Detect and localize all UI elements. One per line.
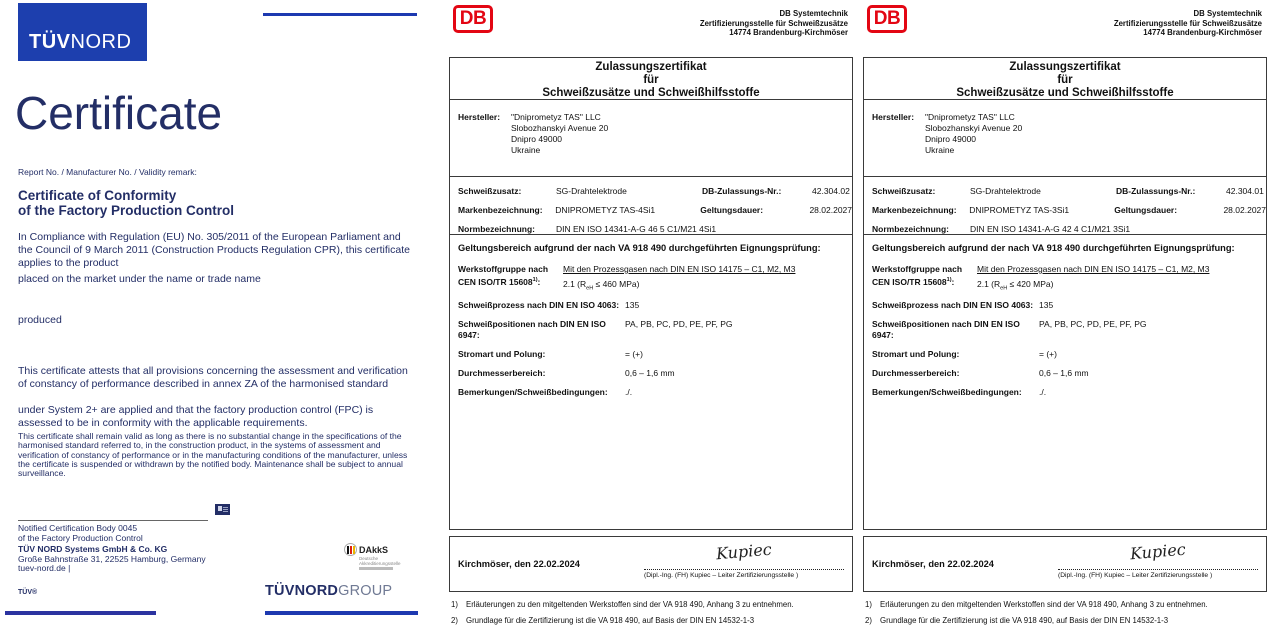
- system-paragraph: under System 2+ are applied and that the factory production control (FPC) is assessed to be in conformity with the applicable requirements.: [18, 404, 374, 429]
- tuv-nord-logo: [18, 3, 147, 61]
- db-org-city: 14774 Brandenburg-Kirchmöser: [729, 28, 848, 37]
- current-polarity-label: Stromart und Polung:: [458, 348, 546, 359]
- diameter-range-row: [872, 368, 1258, 379]
- validity-smallprint: This certificate shall remain valid as long as there is no substantial change in the specifications of the harmonised standard referred to, in the construction product, in the systems of assessment and verification of constancy of performance or in the manufacturing conditions of the manufacturer, unless the certificate is suspended or withdrawn by the notified body. Maintenance shall be subject to annual surveillance.: [18, 431, 408, 479]
- manufacturer-street: Slobozhanskyi Avenue 20: [511, 123, 609, 133]
- cert-title-line2: für: [643, 74, 659, 86]
- remarks-label: Bemerkungen/Schweißbedingungen:: [458, 386, 608, 397]
- brand-name-value: DNIPROMETYZ TAS-3Si1: [969, 204, 1070, 215]
- manufacturer-box: [864, 100, 1266, 177]
- dakks-subtitle: Deutsche Akkreditierungsstelle: [359, 556, 401, 566]
- report-number-line: Report No. / Manufacturer No. / Validity remark:: [18, 167, 197, 177]
- product-data-box: [864, 177, 1266, 235]
- tuv-trademark: TÜV®: [18, 589, 38, 596]
- cert-title-line2: für: [1057, 74, 1073, 86]
- subtitle-line2: of the Factory Production Control: [18, 203, 234, 218]
- db-logo-letters: DB: [873, 8, 901, 29]
- filler-metal-label: Schweißzusatz:: [458, 185, 522, 196]
- manufacturer-city: Dnipro 49000: [511, 134, 563, 144]
- signature-dotted-line: [644, 562, 844, 570]
- manufacturer-name: "Dniprometyz TAS" LLC: [925, 112, 1015, 122]
- footnotes: [451, 600, 794, 625]
- issuer-website: tuev-nord.de |: [18, 563, 71, 573]
- remarks-label: Bemerkungen/Schweißbedingungen:: [872, 386, 1022, 397]
- footnote-2: 2) Grundlage für die Zertifizierung ist die VA 918 490, auf Basis der DIN EN 14532-1-3: [451, 616, 755, 625]
- certificate-body: [449, 57, 853, 530]
- db-certificate-left: [449, 0, 853, 630]
- db-org-department: Zertifizierungsstelle für Schweißzusätze: [1113, 18, 1262, 28]
- certificate-title-box: [450, 58, 852, 100]
- placed-on-market-line: placed on the market under the name or trade name: [18, 273, 261, 285]
- welding-positions-label: Schweißpositionen nach DIN EN ISO 6947:: [458, 318, 606, 340]
- subtitle-line1: Certificate of Conformity: [18, 188, 177, 203]
- manufacturer-country: Ukraine: [511, 145, 541, 155]
- issuer-company: TÜV NORD Systems GmbH & Co. KG: [18, 544, 168, 554]
- brand-name-label: Markenbezeichnung:: [458, 204, 543, 215]
- approval-number-label: DB-Zulassungs-Nr.:: [1116, 185, 1196, 196]
- current-polarity-row: [872, 349, 1258, 360]
- certificate-subtitle: [18, 188, 234, 218]
- welding-positions-value: PA, PB, PC, PD, PE, PF, PG: [1039, 318, 1147, 329]
- current-polarity-value: = (+): [625, 348, 643, 359]
- manufacturer-street: Slobozhanskyi Avenue 20: [925, 123, 1023, 133]
- scope-box: [450, 235, 852, 529]
- footnotes: [865, 600, 1208, 625]
- filler-metal-label: Schweißzusatz:: [872, 185, 936, 196]
- certificate-title-box: [864, 58, 1266, 100]
- db-org-name: DB Systemtechnik: [779, 9, 848, 18]
- standard-designation-value: DIN EN ISO 14341-A-G 46 5 C1/M21 4Si1: [556, 223, 717, 234]
- footnote-ref-1: 1): [532, 277, 538, 283]
- db-certificate-right: [863, 0, 1267, 630]
- welding-positions-value: PA, PB, PC, PD, PE, PF, PG: [625, 318, 733, 329]
- yield-strength-line: 2.1 ($R_{eH} \le 460$ MPa): [563, 279, 640, 292]
- certificate-heading: Certificate: [15, 87, 223, 139]
- welding-positions-row: [458, 319, 844, 341]
- tuv-nord-logo-text: TÜVNORD: [29, 31, 132, 53]
- footnote-2: 2) Grundlage für die Zertifizierung ist die VA 918 490, auf Basis der DIN EN 14532-1-3: [865, 616, 1169, 625]
- db-logo: [453, 5, 493, 33]
- process-gas-line: Mit den Prozessgasen nach DIN EN ISO 14175 – C1, M2, M3: [977, 264, 1210, 274]
- product-data-box: [450, 177, 852, 235]
- diameter-range-value: 0,6 – 1,6 mm: [1039, 367, 1089, 378]
- attests-paragraph: This certificate attests that all provisions concerning the assessment and verification of constancy of performance described in annex ZA of the harmonised standard: [18, 365, 408, 390]
- validity-value: 28.02.2027: [809, 204, 852, 215]
- db-issuer-block: [700, 9, 848, 38]
- signature-line: [18, 520, 208, 521]
- cert-title-line1: Zulassungszertifikat: [1009, 61, 1121, 73]
- welding-process-value: 135: [1039, 299, 1054, 310]
- manufacturer-city: Dnipro 49000: [925, 134, 977, 144]
- cert-title-line3: Schweißzusätze und Schweißhilfsstoffe: [542, 87, 760, 99]
- place-and-date: Kirchmöser, den 22.02.2024: [458, 559, 580, 569]
- filler-metal-value: SG-Drahtelektrode: [970, 185, 1041, 196]
- current-polarity-value: = (+): [1039, 348, 1057, 359]
- diameter-range-row: [458, 368, 844, 379]
- material-group-label: Werkstoffgruppe nach CEN ISO/TR 15608$^{1)}$:: [872, 264, 963, 287]
- yield-strength-line: 2.1 ($R_{eH} \le 420$ MPa): [977, 279, 1054, 292]
- standard-designation-label: Normbezeichnung:: [872, 223, 949, 234]
- signature-box: [863, 536, 1267, 592]
- top-blue-rule: [263, 13, 417, 16]
- cert-title-line3: Schweißzusätze und Schweißhilfsstoffe: [956, 87, 1174, 99]
- material-group-row: [458, 264, 844, 292]
- signature-block: [1058, 539, 1258, 579]
- validity-label: Geltungsdauer:: [1114, 204, 1178, 215]
- place-and-date: Kirchmöser, den 22.02.2024: [872, 559, 994, 569]
- compliance-paragraph: In Compliance with Regulation (EU) No. 305/2011 of the European Parliament and the Council of 9 March 2011 (Construction Products Regulation CPR), this certificate applies to the product: [18, 231, 410, 269]
- issuer-address: Große Bahnstraße 31, 22525 Hamburg, Germany: [18, 553, 206, 564]
- db-org-name: DB Systemtechnik: [1193, 9, 1262, 18]
- footnote-ref-1: 1): [946, 277, 952, 283]
- dakks-wordmark: DAkkS: [359, 544, 389, 555]
- dakks-swirl-icon: [344, 543, 357, 556]
- dakks-accreditation-logo: [344, 543, 401, 570]
- scope-title: Geltungsbereich aufgrund der nach VA 918 490 durchgeführten Eignungsprüfung:: [458, 243, 821, 253]
- brand-name-label: Markenbezeichnung:: [872, 204, 957, 215]
- manufacturer-name: "Dniprometyz TAS" LLC: [511, 112, 601, 122]
- notified-body-line2: of the Factory Production Control: [18, 532, 143, 543]
- welding-process-row: [872, 300, 1258, 311]
- current-polarity-label: Stromart und Polung:: [872, 348, 960, 359]
- material-group-value: [977, 264, 1258, 292]
- diameter-range-label: Durchmesserbereich:: [872, 367, 960, 378]
- issuer-address-block: [18, 545, 206, 574]
- cert-title-line1: Zulassungszertifikat: [595, 61, 707, 73]
- standard-designation-label: Normbezeichnung:: [458, 223, 535, 234]
- scope-title: Geltungsbereich aufgrund der nach VA 918 490 durchgeführten Eignungsprüfung:: [872, 243, 1235, 253]
- signatory-title: (Dipl.-Ing. (FH) Kupiec – Leiter Zertifizierungsstelle ): [1058, 571, 1213, 579]
- tuv-nord-group-wordmark: TÜVNORDGROUP: [265, 583, 393, 599]
- signature-box: [449, 536, 853, 592]
- db-org-department: Zertifizierungsstelle für Schweißzusätze: [699, 18, 848, 28]
- welding-process-value: 135: [625, 299, 640, 310]
- handwritten-signature: Kupiec: [715, 539, 773, 563]
- notified-body-block: [18, 524, 143, 543]
- current-polarity-row: [458, 349, 844, 360]
- approval-number-label: DB-Zulassungs-Nr.:: [702, 185, 782, 196]
- produced-line: produced: [18, 314, 62, 326]
- remarks-row: [458, 387, 844, 398]
- handwritten-signature: Kupiec: [1129, 539, 1187, 563]
- manufacturer-address: [511, 112, 608, 176]
- material-group-label: Werkstoffgruppe nach CEN ISO/TR 15608$^{1)}$:: [458, 264, 549, 287]
- material-group-row: [872, 264, 1258, 292]
- db-certificate-header: [863, 0, 1267, 57]
- db-issuer-block: [1114, 9, 1262, 38]
- bottom-blue-bar-right: [265, 611, 418, 615]
- welding-positions-label: Schweißpositionen nach DIN EN ISO 6947:: [872, 318, 1020, 340]
- standard-designation-value: DIN EN ISO 14341-A-G 42 4 C1/M21 3Si1: [970, 223, 1131, 234]
- bottom-blue-bar-left: [5, 611, 156, 615]
- signature-block: [644, 539, 844, 579]
- signatory-title: (Dipl.-Ing. (FH) Kupiec – Leiter Zertifizierungsstelle ): [644, 571, 799, 579]
- manufacturer-box: [450, 100, 852, 177]
- notified-body-line1: Notified Certification Body 0045: [18, 523, 138, 533]
- scope-box: [864, 235, 1266, 529]
- welding-process-row: [458, 300, 844, 311]
- brand-name-row: [458, 200, 852, 219]
- welding-process-label: Schweißprozess nach DIN EN ISO 4063:: [872, 299, 1034, 310]
- approval-number-value: 42.304.01: [1226, 185, 1264, 196]
- db-logo-letters: DB: [459, 8, 487, 29]
- remarks-value: ./.: [625, 386, 633, 397]
- validity-label: Geltungsdauer:: [700, 204, 764, 215]
- signature-dotted-line: [1058, 562, 1258, 570]
- remarks-row: [872, 387, 1258, 398]
- notified-body-stamp-icon: [215, 504, 230, 515]
- diameter-range-value: 0,6 – 1,6 mm: [625, 367, 675, 378]
- manufacturer-country: Ukraine: [925, 145, 955, 155]
- tuv-certificate-panel: [0, 0, 445, 630]
- filler-metal-row: [458, 181, 852, 200]
- manufacturer-address: [925, 112, 1022, 176]
- db-logo: [867, 5, 907, 33]
- footnote-1: 1) Erläuterungen zu den mitgeltenden Werkstoffen sind der VA 918 490, Anhang 3 zu entnehmen.: [865, 600, 1208, 609]
- db-certificate-header: [449, 0, 853, 57]
- footnote-1: 1) Erläuterungen zu den mitgeltenden Werkstoffen sind der VA 918 490, Anhang 3 zu entnehmen.: [451, 600, 794, 609]
- process-gas-line: Mit den Prozessgasen nach DIN EN ISO 14175 – C1, M2, M3: [563, 264, 796, 274]
- certificate-body: [863, 57, 1267, 530]
- dakks-registration-strip: [359, 567, 393, 570]
- approval-number-value: 42.304.02: [812, 185, 850, 196]
- brand-name-row: [872, 200, 1266, 219]
- filler-metal-row: [872, 181, 1266, 200]
- welding-process-label: Schweißprozess nach DIN EN ISO 4063:: [458, 299, 620, 310]
- brand-name-value: DNIPROMETYZ TAS-4Si1: [555, 204, 656, 215]
- manufacturer-label: Hersteller:: [872, 112, 915, 122]
- validity-value: 28.02.2027: [1223, 204, 1266, 215]
- material-group-value: [563, 264, 844, 292]
- remarks-value: ./.: [1039, 386, 1047, 397]
- db-org-city: 14774 Brandenburg-Kirchmöser: [1143, 28, 1262, 37]
- filler-metal-value: SG-Drahtelektrode: [556, 185, 627, 196]
- manufacturer-label: Hersteller:: [458, 112, 501, 122]
- welding-positions-row: [872, 319, 1258, 341]
- diameter-range-label: Durchmesserbereich:: [458, 367, 546, 378]
